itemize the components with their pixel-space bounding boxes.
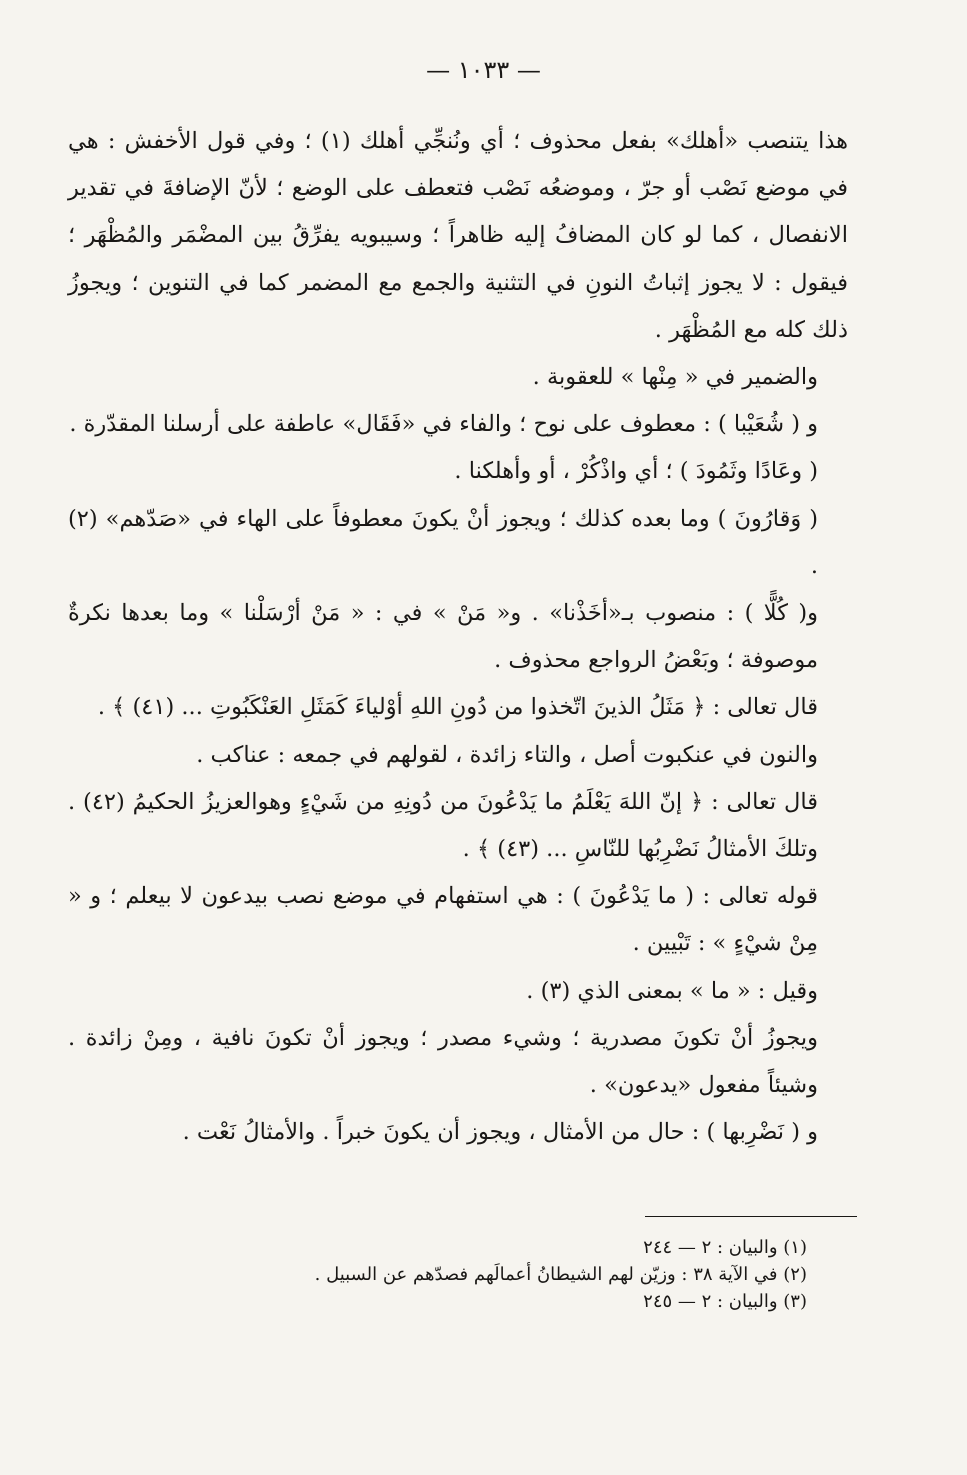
main-text [68, 118, 848, 1156]
footnote-divider [645, 1216, 857, 1217]
footnote-3: (٣) والبيان : ٢ — ٢٤٥ [643, 1291, 807, 1312]
footnote-1: (١) والبيان : ٢ — ٢٤٤ [643, 1237, 807, 1258]
paragraph-3: و ( شُعَيْبا ) : معطوف على نوح ؛ والفاء في «فَقَال» عاطفة على أرسلنا المقدّرة . [69, 411, 818, 438]
footnotes [167, 1234, 807, 1315]
paragraph-10: قوله تعالى : ( ما يَدْعُونَ ) : هي استفهام في موضع نصب بيدعون لا بيعلم ؛ و « مِنْ شيْءٍ » : تَبْيين . [68, 883, 818, 957]
paragraph-1: هذا يتنصب «أهلك» بفعل محذوف ؛ أي ونُنجِّي أهلك (١) ؛ وفي قول الأخفش : هي في موضع نَصْب أو جرّ ، وموضعُه نَصْب فتعطف على الوضع ؛ لأنّ الإضافةَ في تقدير الانفصال ، كما لو كان المضافُ إليه ظاهراً ؛ وسيبويه يفرِّقُ بين المضْمَر والمُظْهَر ؛ فيقول : لا يجوز إثباتُ النونِ في التثنية والجمع مع المضمر كما في التنوين ؛ ويجوزُ ذلك كله مع المُظْهَر . [68, 128, 849, 343]
paragraph-5: ( وَقارُونَ ) وما بعده كذلك ؛ ويجوز أنْ يكونَ معطوفاً على الهاء في «صَدّهم» (٢) . [68, 505, 818, 579]
paragraph-4: ( وعَادًا وثَمُودَ ) ؛ أي واذْكُرْ ، أو وأهلكنا . [454, 458, 818, 485]
paragraph-2: والضمير في « مِنْها » للعقوبة . [532, 364, 818, 391]
paragraph-12: ويجوزُ أنْ تكونَ مصدرية ؛ وشيء مصدر ؛ ويجوز أنْ تكونَ نافية ، ومِنْ زائدة . وشيئاً مفعول «يدعون» . [68, 1024, 818, 1099]
footnote-2: (٢) في الآية ٣٨ : وزيّن لهم الشيطانُ أعمالَهم فصدّهم عن السبيل . [314, 1264, 807, 1285]
paragraph-7: قال تعالى : ﴿ مَثَلُ الذينَ اتّخذوا من دُونِ اللهِ أوْلياءَ كَمَثَلِ العَنْكَبُوتِ ... (٤١) ﴾ . [97, 694, 818, 721]
paragraph-11: وقيل : « ما » بمعنى الذي (٣) . [526, 977, 818, 1004]
paragraph-13: و ( نَضْرِبها ) : حال من الأمثال ، ويجوز أن يكونَ خبراً . والأمثالُ نَعْت . [182, 1119, 818, 1146]
paragraph-6: و( كُلًّا ) : منصوب بـ«أخَذْنا» . و« مَنْ » في : « مَنْ أرْسَلْنا » وما بعدها نكرةٌ موصوفة ؛ وبَعْضُ الرواجع محذوف . [68, 600, 818, 674]
paragraph-8: والنون في عنكبوت أصل ، والتاء زائدة ، لقولهم في جمعه : عناكب . [196, 741, 818, 768]
paragraph-9: قال تعالى : ﴿ إنّ اللهَ يَعْلَمُ ما يَدْعُونَ من دُونِهِ من شَيْءٍ وهوالعزيزُ الحكيمُ (٤٢) . وتلكَ الأمثالُ نَضْرِبُها للنّاسِ ... (٤٣) ﴾ . [68, 788, 818, 863]
page-number: — ١٠٣٣ — [426, 56, 541, 84]
